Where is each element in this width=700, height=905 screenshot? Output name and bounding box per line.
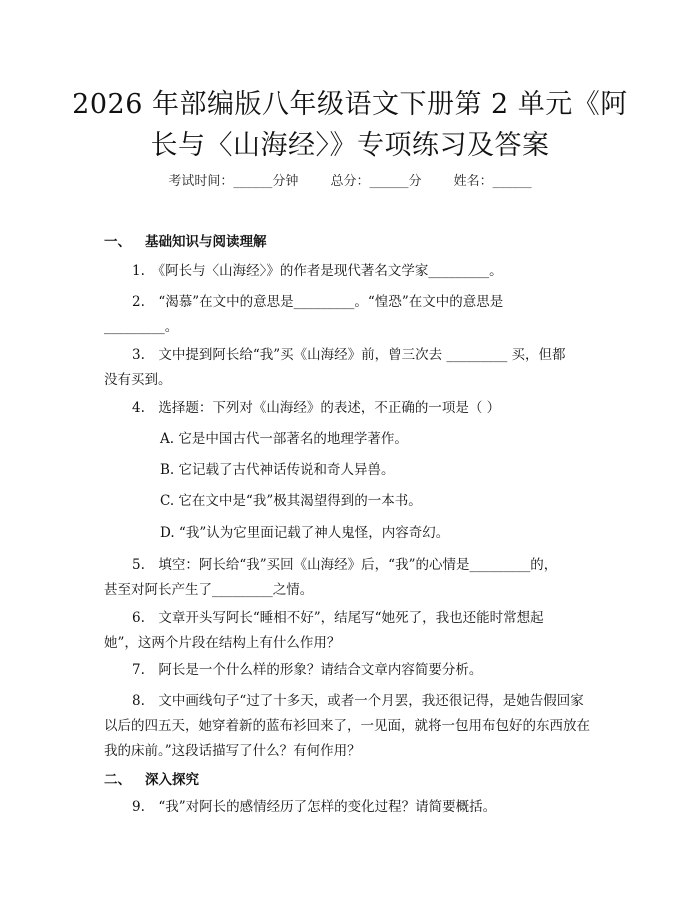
- question-5: [104, 553, 601, 603]
- document-title: [60, 84, 640, 166]
- question-8-line-3: 我的床前。”这段话描写了什么？有何作用？: [104, 743, 361, 759]
- question-8-line-1: 8. 文中画线句子“过了十多天，或者一个月罢，我还很记得，是她告假回家: [132, 693, 584, 709]
- section-2-title: 深入探究: [145, 772, 199, 788]
- section-1-heading: [104, 230, 267, 250]
- question-6-line-2: 她”，这两个片段在结构上有什么作用？: [104, 635, 341, 651]
- question-5-line-2: 甚至对阿长产生了_________之情。: [104, 582, 314, 598]
- question-4-option-c: C. 它在文中是“我”极其渴望得到的一本书。: [160, 493, 422, 509]
- question-1-text: 1. 《阿长与〈山海经〉》的作者是现代著名文学家_________。: [132, 263, 503, 279]
- question-4-option-d: D. “我”认为它里面记载了神人鬼怪，内容奇幻。: [160, 525, 450, 541]
- student-name: 姓名：______: [453, 174, 532, 189]
- question-4-text: 4. 选择题：下列对《山海经》的表述，不正确的一项是（ ）: [132, 400, 501, 416]
- title-line-1: 2026 年部编版八年级语文下册第 2 单元《阿: [72, 89, 628, 120]
- question-7: [104, 658, 601, 683]
- question-2: [104, 290, 601, 340]
- exam-time: 考试时间：______分钟: [168, 174, 299, 189]
- question-5-line-1: 5. 填空：阿长给“我”买回《山海经》后，“我”的心情是_________的，: [132, 557, 558, 573]
- section-2-heading: [104, 768, 199, 788]
- question-4-option-a: A. 它是中国古代一部著名的地理学著作。: [160, 431, 408, 447]
- section-2-number: 二、: [104, 772, 131, 788]
- title-line-2: 长与〈山海经〉》专项练习及答案: [150, 130, 550, 161]
- exam-info: [0, 170, 700, 189]
- question-1: [104, 259, 601, 284]
- question-6: [104, 606, 601, 656]
- question-9-text: 9. “我”对阿长的感情经历了怎样的变化过程？请简要概括。: [132, 799, 497, 815]
- question-2-line-2: _________。: [104, 319, 179, 335]
- question-3: [104, 343, 601, 393]
- question-9: [104, 795, 601, 820]
- question-6-line-1: 6. 文章开头写阿长“睡相不好”，结尾写“她死了，我也还能时常想起: [132, 610, 544, 626]
- question-4-option-b: B. 它记载了古代神话传说和奇人异兽。: [160, 462, 395, 478]
- question-3-line-2: 没有买到。: [104, 372, 172, 388]
- question-7-text: 7. 阿长是一个什么样的形象？请结合文章内容简要分析。: [132, 662, 483, 678]
- section-1-title: 基础知识与阅读理解: [145, 234, 267, 250]
- exam-score: 总分：______分: [330, 174, 422, 189]
- question-3-line-1: 3. 文中提到阿长给“我”买《山海经》前，曾三次去 _________ 买，但都: [132, 347, 566, 363]
- question-8: [104, 689, 601, 764]
- section-1-number: 一、: [104, 234, 131, 250]
- question-2-line-1: 2. “渴慕”在文中的意思是_________。“惶恐”在文中的意思是: [132, 294, 504, 310]
- question-8-line-2: 以后的四五天，她穿着新的蓝布衫回来了，一见面，就将一包用布包好的东西放在: [104, 718, 590, 734]
- question-4: [104, 396, 601, 421]
